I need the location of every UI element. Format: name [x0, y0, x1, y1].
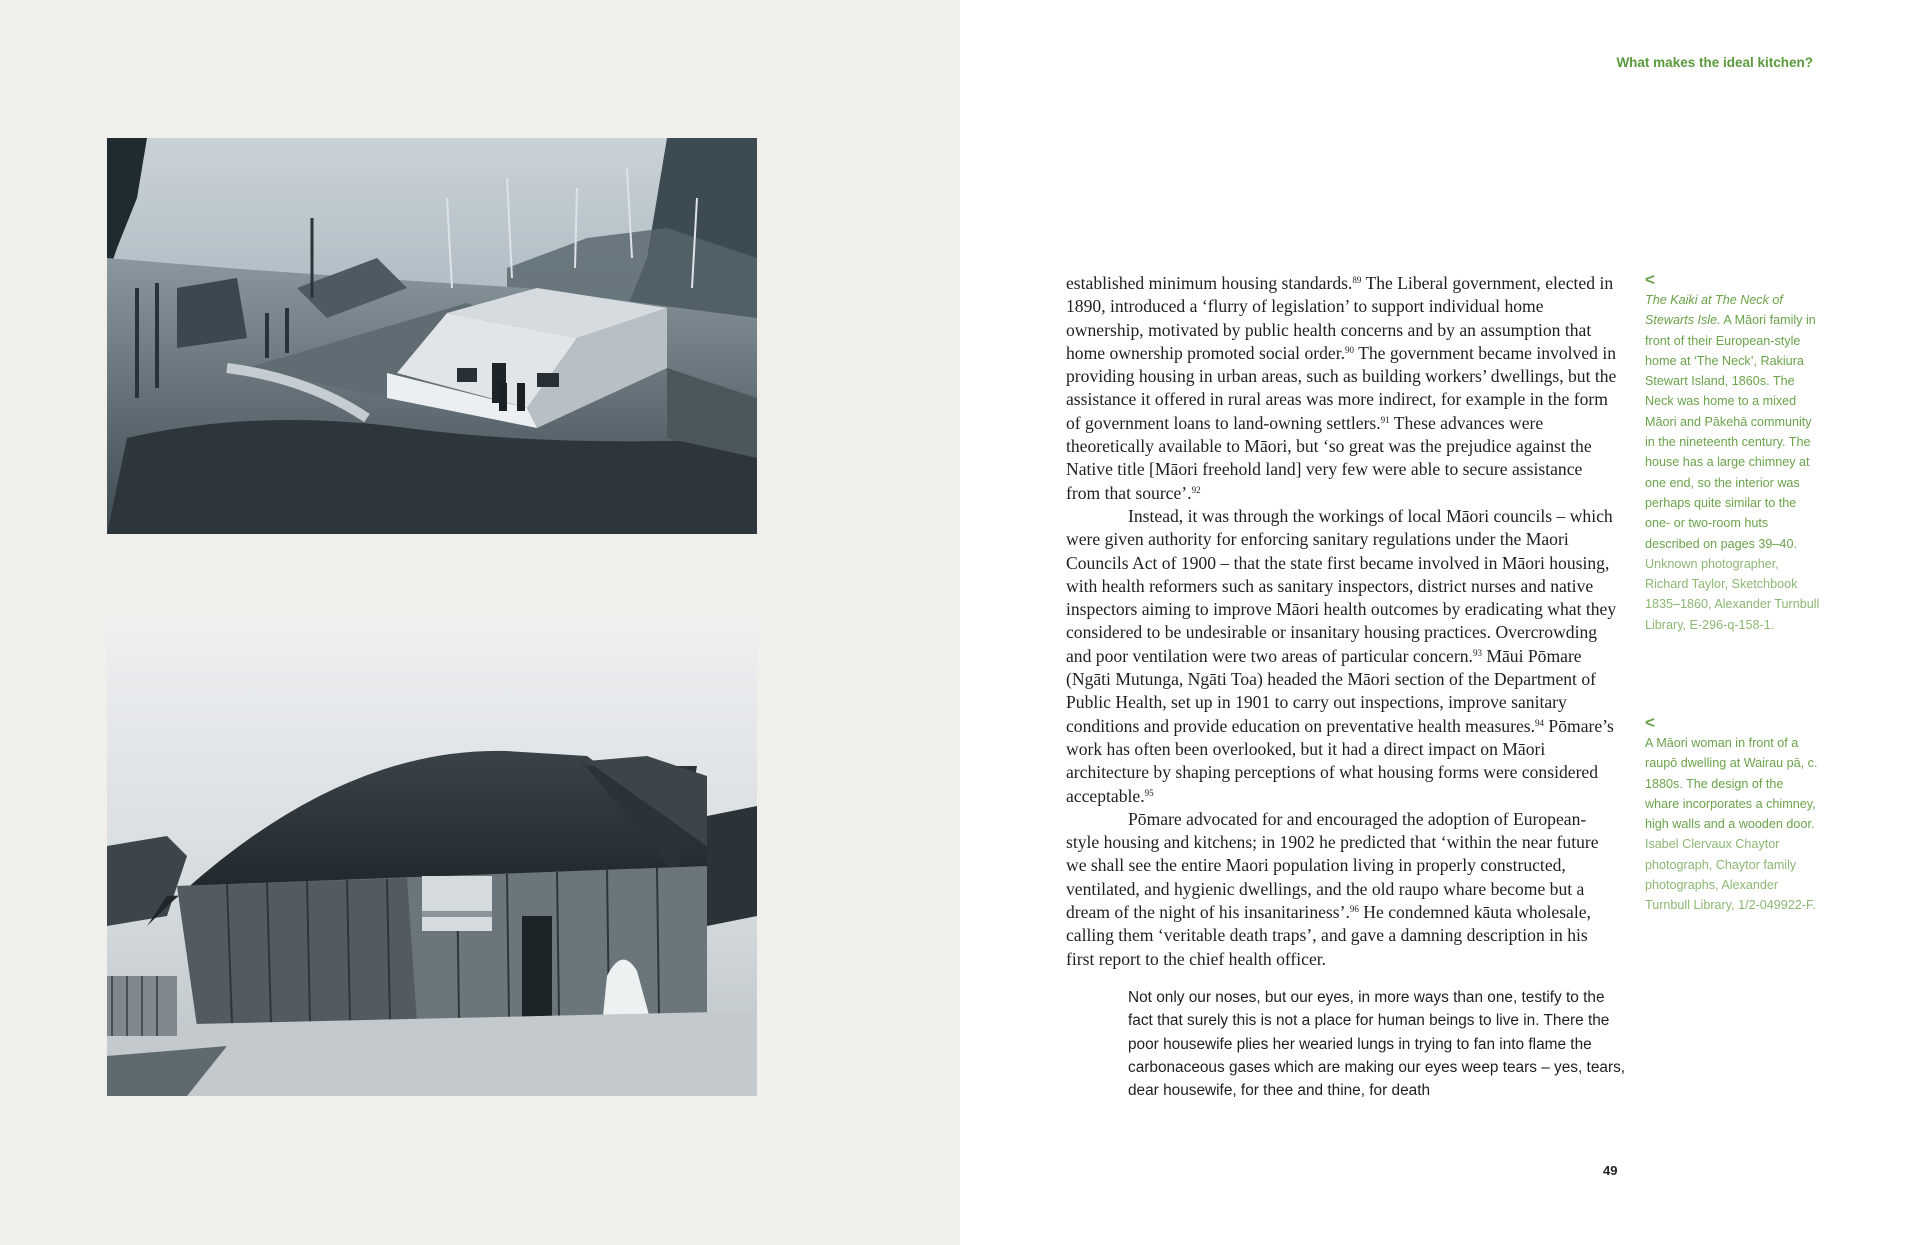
footnote-ref[interactable]: 91: [1380, 414, 1390, 425]
footnote-ref[interactable]: 94: [1535, 717, 1545, 728]
footnote-ref[interactable]: 89: [1352, 275, 1362, 285]
photo-kaiki-image: [107, 138, 757, 534]
footnote-ref[interactable]: 92: [1191, 484, 1201, 495]
photo-wairau-pa-dwelling: [107, 616, 757, 1096]
caption-bottom-photo: [1645, 713, 1820, 916]
caption-credit: Unknown photographer, Richard Taylor, Sketchbook 1835–1860, Alexander Turnbull Library, E-296-q-158-1.: [1645, 556, 1820, 632]
footnote-ref[interactable]: 95: [1144, 787, 1154, 798]
caption-text: A Māori woman in front of a raupō dwelling at Wairau pā, c. 1880s. The design of the whare incorporates a chimney, high walls and a wooden door.: [1645, 736, 1818, 832]
chevron-left-icon: <: [1645, 270, 1655, 289]
footnote-ref[interactable]: 96: [1349, 904, 1359, 915]
paragraph-2: Instead, it was through the workings of local Māori councils – which were given authority for enforcing sanitary regulations under the Maori Councils Act of 1900 – that the state first became involved in Māori housing, with health reformers such as sanitary inspectors, district nurses and native inspectors aiming to improve Māori health outcomes by eradicating what they considered to be undesirable or insanitary housing practices. Overcrowding and poor ventilation were two areas of particular concern.$^{93}$ Māui Pōmare (Ngāti Mutunga, Ngāti Toa) headed the Māori section of the Department of Public Health, set up in 1901 to carry out inspections, improve sanitary conditions and provide education on preventative health measures.$^{94}$ Pōmare’s work has often been overlooked, but it had a direct impact on Māori architecture by shaping perceptions of what housing forms were considered acceptable.$^{95}$: [1066, 505, 1617, 806]
paragraph-3: Pōmare advocated for and encouraged the adoption of European-style housing and kitchens; in 1902 he predicted that ‘within the near future we shall see the entire Maori population living in properly constructed, ventilated, and hygienic dwellings, and the old raupo whare become but a dream of the night of his insanitariness’.$^{96}$ He condemned kāuta wholesale, calling them ‘veritable death traps’, and gave a damning description in his first report to the chief health officer.: [1066, 808, 1599, 969]
photo-wairau-image: [107, 616, 757, 1096]
page-number: 49: [1603, 1163, 1618, 1178]
caption-text: A Māori family in front of their European-style home at ‘The Neck’, Rakiura Stewart Island, 1860s. The Neck was home to a mixed Māori and Pākehā community in the nineteenth century. The house has a large chimney at one end, so the interior was perhaps quite similar to the one- or two-room huts described on pages 39–40.: [1645, 313, 1816, 551]
paragraph-1: established minimum housing standards.$^{89}$ The Liberal government, elected in 1890, introduced a ‘flurry of legislation’ to support individual home ownership, motivated by public health concerns and by an assumption that home ownership promoted social order.$^{90}$ The government became involved in providing housing in urban areas, such as building workers’ dwellings, but the assistance it offered in rural areas was more indirect, for example in the form of government loans to land-owning settlers.$^{91}$ These advances were theoretically available to Māori, but ‘so great was the prejudice against the Native title [Māori freehold land] very few were able to secure assistance from that source’.$^{92}$: [1066, 273, 1617, 503]
chevron-left-icon: <: [1645, 713, 1655, 732]
caption-title: The Kaiki at The Neck of Stewarts Isle.: [1645, 293, 1783, 328]
footnote-ref[interactable]: 93: [1472, 647, 1482, 658]
photo-kaiki-stewart-island: [107, 138, 757, 534]
body-text: [1066, 272, 1618, 971]
footnote-ref[interactable]: 90: [1345, 344, 1354, 355]
caption-credit: Isabel Clervaux Chaytor photograph, Chaytor family photographs, Alexander Turnbull Library, 1/2-049922-F.: [1645, 837, 1816, 913]
caption-top-photo: [1645, 270, 1820, 635]
running-head: What makes the ideal kitchen?: [1616, 55, 1813, 70]
block-quote: Not only our noses, but our eyes, in more ways than one, testify to the fact that surely this is not a place for human beings to live in. There the poor housewife plies her wearied lungs in trying to fan into flame the carbonaceous gases which are making our eyes weep tears – yes, tears, dear housewife, for thee and thine, for death: [1128, 989, 1626, 1100]
